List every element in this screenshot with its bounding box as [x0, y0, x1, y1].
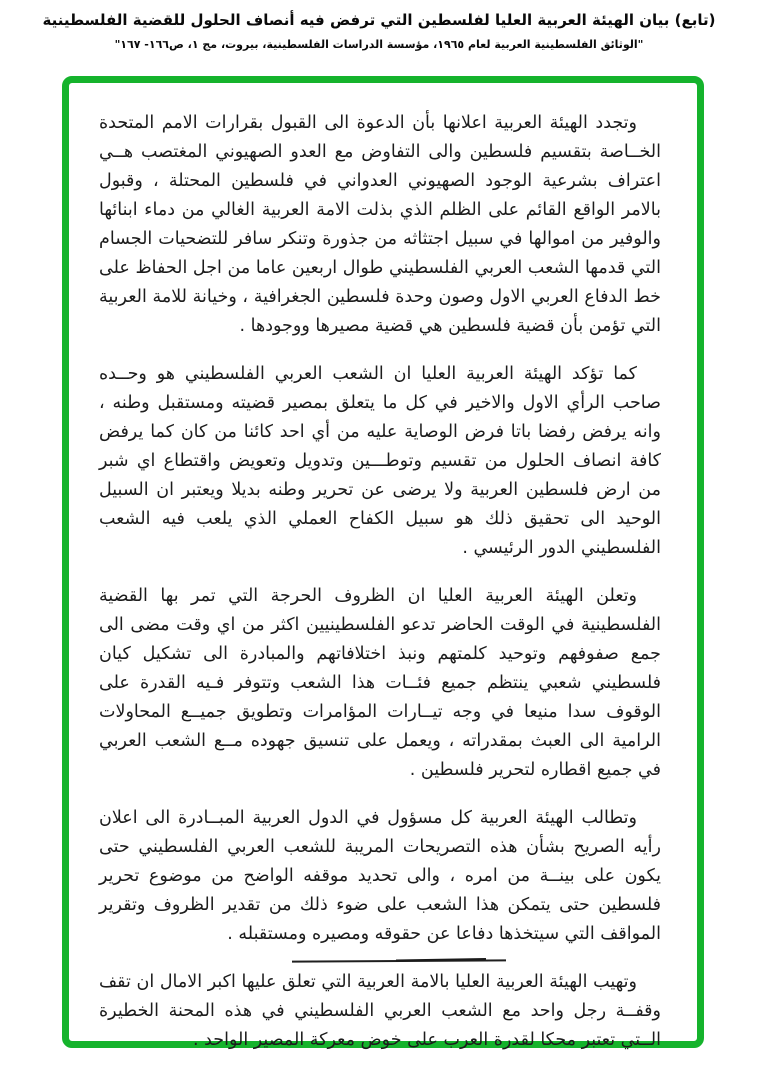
paragraph-1: وتجدد الهيئة العربية اعلانها بأن الدعوة الى القبول بقرارات الامم المتحدة الخــاصة بتقسيم فلسطين والى التفاوض مع العدو الصهيوني المغتصب هــي اعتراف بشرعية الوجود الصهيوني العدواني في فلسطين المحتلة ، وقبول بالامر الواقع القائم على الظلم الذي بذلت الامة العربية الغالي من دماء ابنائها والوفير من اموالها في سبيل اجتثاثه من جذورة وتنكر سافر للتضحيات الجسام التي قدمها الشعب العربي الفلسطيني طوال اربعين عاما من اجل الحفاظ على خط الدفاع العربي الاول وصون وحدة فلسطين الجغرافية ، وخيانة للامة العربية التي تؤمن بأن قضية فلسطين هي قضية مصيرها ووجودها .: [99, 113, 661, 336]
paragraph-2: كما تؤكد الهيئة العربية العليا ان الشعب العربي الفلسطيني هو وحــده صاحب الرأي الاول والاخير في كل ما يتعلق بمصير قضيته ومستقبل وطنه ، وانه يرفض رفضا باتا فرض الوصاية عليه من أي احد كائنا من كان كما يرفض كافة انصاف الحلول من تقسيم وتوطـــين وتدويل وتعويض واقتطاع اي شبر من ارض فلسطين العربية ولا يرضى عن تحرير وطنه بديلا ويعتبر ان السبيل الوحيد الى تحقيق ذلك هو سبيل الكفاح العملي الذي يلعب فيه الشعب الفلسطيني الدور الرئيسي .: [99, 364, 661, 558]
source-citation: "الوثائق الفلسطينية العربية لعام ١٩٦٥، مؤسسة الدراسات الفلسطينية، بيروت، مج ١، ص١٦٦- ١٦٧": [114, 37, 644, 51]
paragraph-3: وتعلن الهيئة العربية العليا ان الظروف الحرجة التي تمر بها القضية الفلسطينية في الوقت الحاضر تدعو الفلسطينيين اكثر من اي وقت مضى الى جمع صفوفهم وتوحيد كلمتهم ونبذ اختلافاتهم والمبادرة الى تشكيل كيان فلسطيني شعبي ينتظم جميع فئــات هذا الشعب وتتوفر فـيه القدرة على الوقوف سدا منيعا في وجه تيــارات المؤامرات وتطويق جميــع المحاولات الرامية الى العبث بمقدراته ، ويعمل على تنسيق جهوده مــع الشعب العربي في جميع اقطاره لتحرير فلسطين .: [99, 586, 661, 780]
document-header: [0, 10, 758, 51]
paragraph-5: وتهيب الهيئة العربية العليا بالامة العربية التي تعلق عليها اكبر الامال ان تقف وقفــة رجل واحد مع الشعب العربي الفلسطيني في هذه المحنة الخطيرة الــتي تعتبر محكا لقدرة العرب على خوض معركة المصير الواحد .: [99, 972, 661, 1050]
green-border-frame: [62, 76, 704, 1048]
document-body: [99, 109, 661, 1074]
document-title: (تابع) بيان الهيئة العربية العليا لفلسطين التي ترفض فيه أنصاف الحلول للقضية الفلسطينية: [42, 11, 716, 29]
paragraph-4: وتطالب الهيئة العربية كل مسؤول في الدول العربية المبــادرة الى اعلان رأيه الصريح بشأن هذه التصريحات المريبة للشعب العربي الفلسطيني حتى يكون على بينــة من امره ، والى تحديد موقفه الواضح من موضوع تحرير فلسطين حتى يتمكن هذا الشعب على ضوء ذلك من تقدير الظروف وتقرير المواقف التي سيتخذها دفاعا عن حقوقه ومصيره ومستقبله .: [99, 808, 661, 944]
